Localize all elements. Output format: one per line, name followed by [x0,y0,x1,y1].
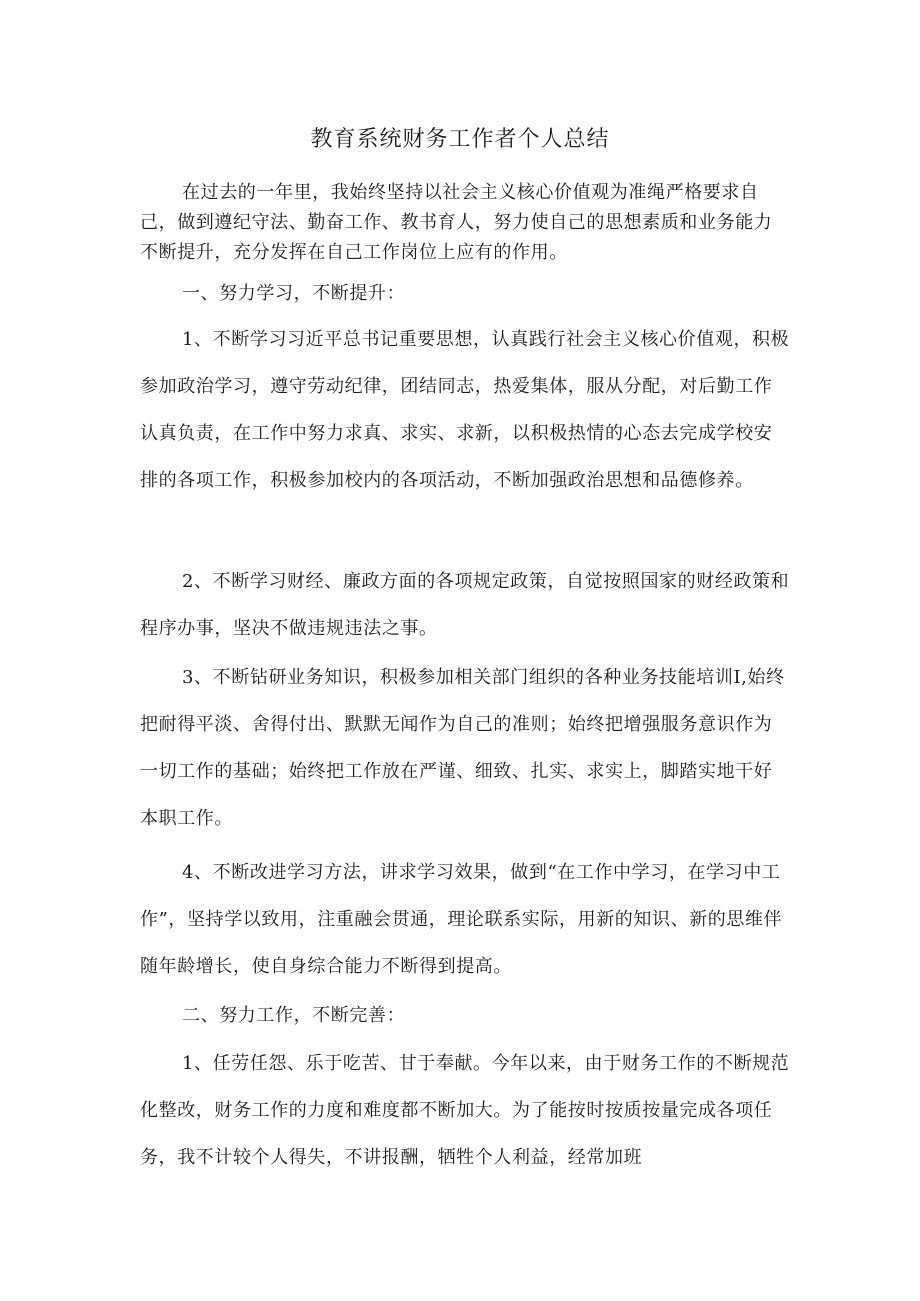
section-2-heading [140,1001,790,1031]
section-2-item-1: 1、任劳任怨、乐于吃苦、甘于奉献。今年以来，由于财务工作的不断规范化整改，财务工作的力度和难度都不断加大。为了能按时按质按量完成各项任务，我不计较个人得失，不讲报酬，牺牲个人利益，经常加班 [140,1053,790,1168]
section-1-item-2: 2、不断学习财经、廉政方面的各项规定政策，自觉按照国家的财经政策和程序办事，坚决不做违规违法之事。 [140,571,790,639]
section-1-item-4: 4、不断改进学习方法，讲求学习效果，做到“在工作中学习，在学习中工作”，坚持学以致用，注重融会贯通，理论联系实际，用新的知识、新的思维伴随年龄增长，使自身综合能力不断得到提高。 [140,862,783,977]
section-2-heading-text: 二、努力工作，不断完善： [182,1005,406,1026]
section-1-heading-text: 一、努力学习，不断提升： [182,283,406,304]
section-1-item-3: 3、不断钻研业务知识，积极参加相关部门组织的各种业务技能培训I,始终把耐得平淡、舍得付出、默默无闻作为自己的准则；始终把增强服务意识作为一切工作的基础；始终把工作放在严谨、细致、扎实、求实上，脚踏实地干好本职工作。 [140,667,785,829]
section-1-item-1: 1、不断学习习近平总书记重要思想，认真践行社会主义核心价值观，积极参加政治学习，遵守劳动纪律，团结同志，热爱集体，服从分配，对后勤工作认真负责，在工作中努力求真、求实、求新，以积极热情的心态去完成学校安排的各项工作，积极参加校内的各项活动，不断加强政治思想和品德修养。 [140,329,790,491]
section-1-heading [140,279,790,309]
document-title: 教育系统财务工作者个人总结 [310,127,610,152]
intro-paragraph: 在过去的一年里，我始终坚持以社会主义核心价值观为准绳严格要求自己，做到遵纪守法、勤奋工作、教书育人，努力使自己的思想素质和业务能力不断提升，充分发挥在自己工作岗位上应有的作用。 [140,182,773,263]
